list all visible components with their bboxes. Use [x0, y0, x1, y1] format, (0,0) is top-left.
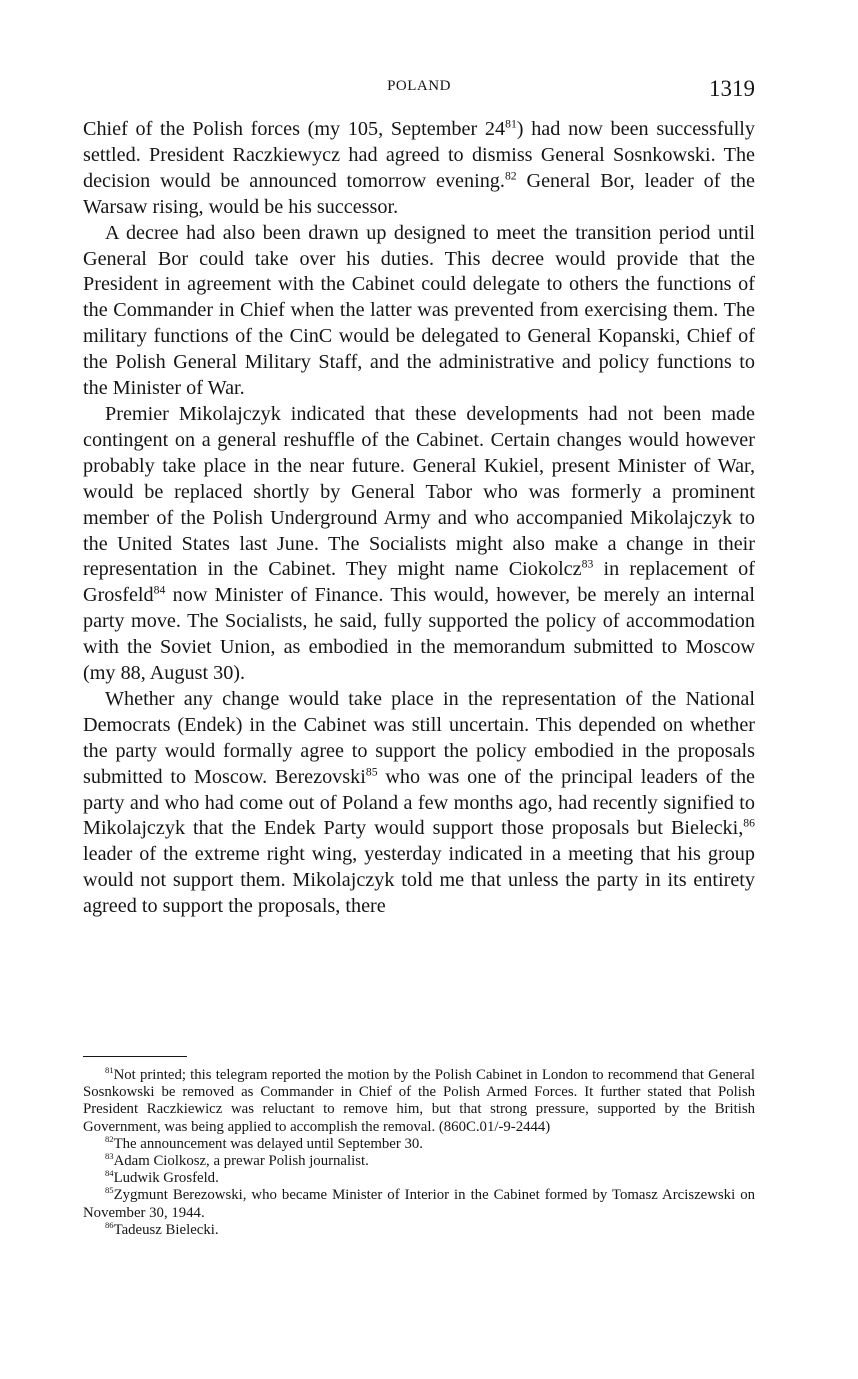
paragraph	[83, 687, 755, 920]
paragraph	[83, 117, 755, 221]
page-number: 1319	[709, 76, 755, 101]
footnote-marker: 86	[105, 1219, 114, 1230]
paragraph-text: General Bor, leader of the Warsaw rising, would be his successor.	[83, 169, 755, 218]
footnote-text: Tadeusz Bielecki.	[113, 1221, 219, 1238]
footnote-marker: 82	[105, 1133, 114, 1144]
footnote-reference: 83	[581, 557, 594, 571]
footnote-text: Not printed; this telegram reported the motion by the Polish Cabinet in London to recommend that General Sosnkowski be removed as Commander in Chief of the Polish Armed Forces. It further stated that Polish President Raczkiewicz was reluctant to remove him, but that strong pressure, supported by the British Government, was being applied to accomplish the removal. (860C.01/-9‑2444)	[83, 1067, 755, 1135]
paragraph-text: Premier Mikolajczyk indicated that these developments had not been made contingent on a general reshuffle of the Cabinet. Certain changes would however probably take place in the near future. General Kukiel, present Minister of War, would be replaced shortly by General Tabor who was formerly a prominent member of the Polish Underground Army and who accompanied Mikolajczyk to the United States last June. The Socialists might also make a change in their representation in the Cabinet. They might name Ciokolcz	[83, 402, 755, 581]
footnote-text: Zygmunt Berezowski, who became Minister of Interior in the Cabinet formed by Tomasz Arciszewski on November 30, 1944.	[83, 1187, 755, 1221]
footnote-text: Ludwik Grosfeld.	[113, 1170, 219, 1187]
paragraph	[83, 221, 755, 402]
footnote	[83, 1219, 755, 1239]
footnotes	[83, 1067, 755, 1239]
footnote-text: The announcement was delayed until September 30.	[113, 1135, 423, 1152]
footnote-reference: 85	[365, 764, 378, 778]
running-head: POLAND	[387, 78, 451, 94]
paragraph-text: Whether any change would take place in the representation of the National Democrats (Endek) in the Cabinet was still uncertain. This depended on whether the party would formally agree to support the policy embodied in the proposals submitted to Moscow. Berezovski	[83, 687, 755, 788]
footnote-marker: 83	[105, 1151, 114, 1162]
footnote	[83, 1133, 755, 1153]
footnote-reference: 81	[505, 117, 517, 131]
paragraph-text: now Minister of Finance. This would, however, be merely an internal party move. The Socialists, he said, fully supported the policy of accommodation with the Soviet Union, as embodied in the memorandum submitted to Moscow (my 88, August 30).	[83, 584, 755, 685]
paragraph-text: leader of the extreme right wing, yesterday indicated in a meeting that his group would not support them. Mikolajczyk told me that unless the party in its entirety agreed to support the proposals, there	[83, 843, 755, 918]
page-header	[83, 76, 755, 106]
body-text	[83, 117, 755, 920]
paragraph-text: in replacement of Grosfeld	[83, 558, 755, 607]
footnote	[83, 1170, 755, 1187]
footnote-marker: 85	[105, 1185, 114, 1196]
paragraph-text: Chief of the Polish forces (my 105, September 24	[83, 118, 506, 140]
footnote	[83, 1187, 755, 1221]
footnote-text: Adam Ciolkosz, a prewar Polish journalist.	[113, 1153, 369, 1170]
footnote-marker: 81	[105, 1065, 114, 1076]
footnote-marker: 84	[105, 1168, 114, 1179]
footnote-reference: 82	[504, 169, 517, 183]
footnote-rule	[83, 1056, 187, 1057]
paragraph-text: who was one of the principal leaders of the party and who had come out of Poland a few months ago, had recently signified to Mikolajczyk that the Endek Party would support those proposals but Bielecki,	[83, 765, 755, 840]
paragraph	[83, 402, 755, 687]
paragraph-text: ) had now been successfully settled. President Raczkiewycz had agreed to dismiss General Sosnkowski. The decision would be announced tomorrow evening.	[83, 118, 756, 192]
footnote	[83, 1153, 755, 1170]
footnote	[83, 1067, 755, 1136]
footnote-reference: 84	[153, 583, 166, 597]
footnote-reference: 86	[743, 816, 755, 830]
paragraph-text: A decree had also been drawn up designed to meet the transition period until General Bor could take over his duties. This decree would provide that the President in agreement with the Cabinet could delegate to others the functions of the Commander in Chief when the latter was prevented from exercising them. The military functions of the CinC would be delegated to General Kopanski, Chief of the Polish General Military Staff, and the administrative and policy functions to the Minister of War.	[83, 221, 755, 400]
